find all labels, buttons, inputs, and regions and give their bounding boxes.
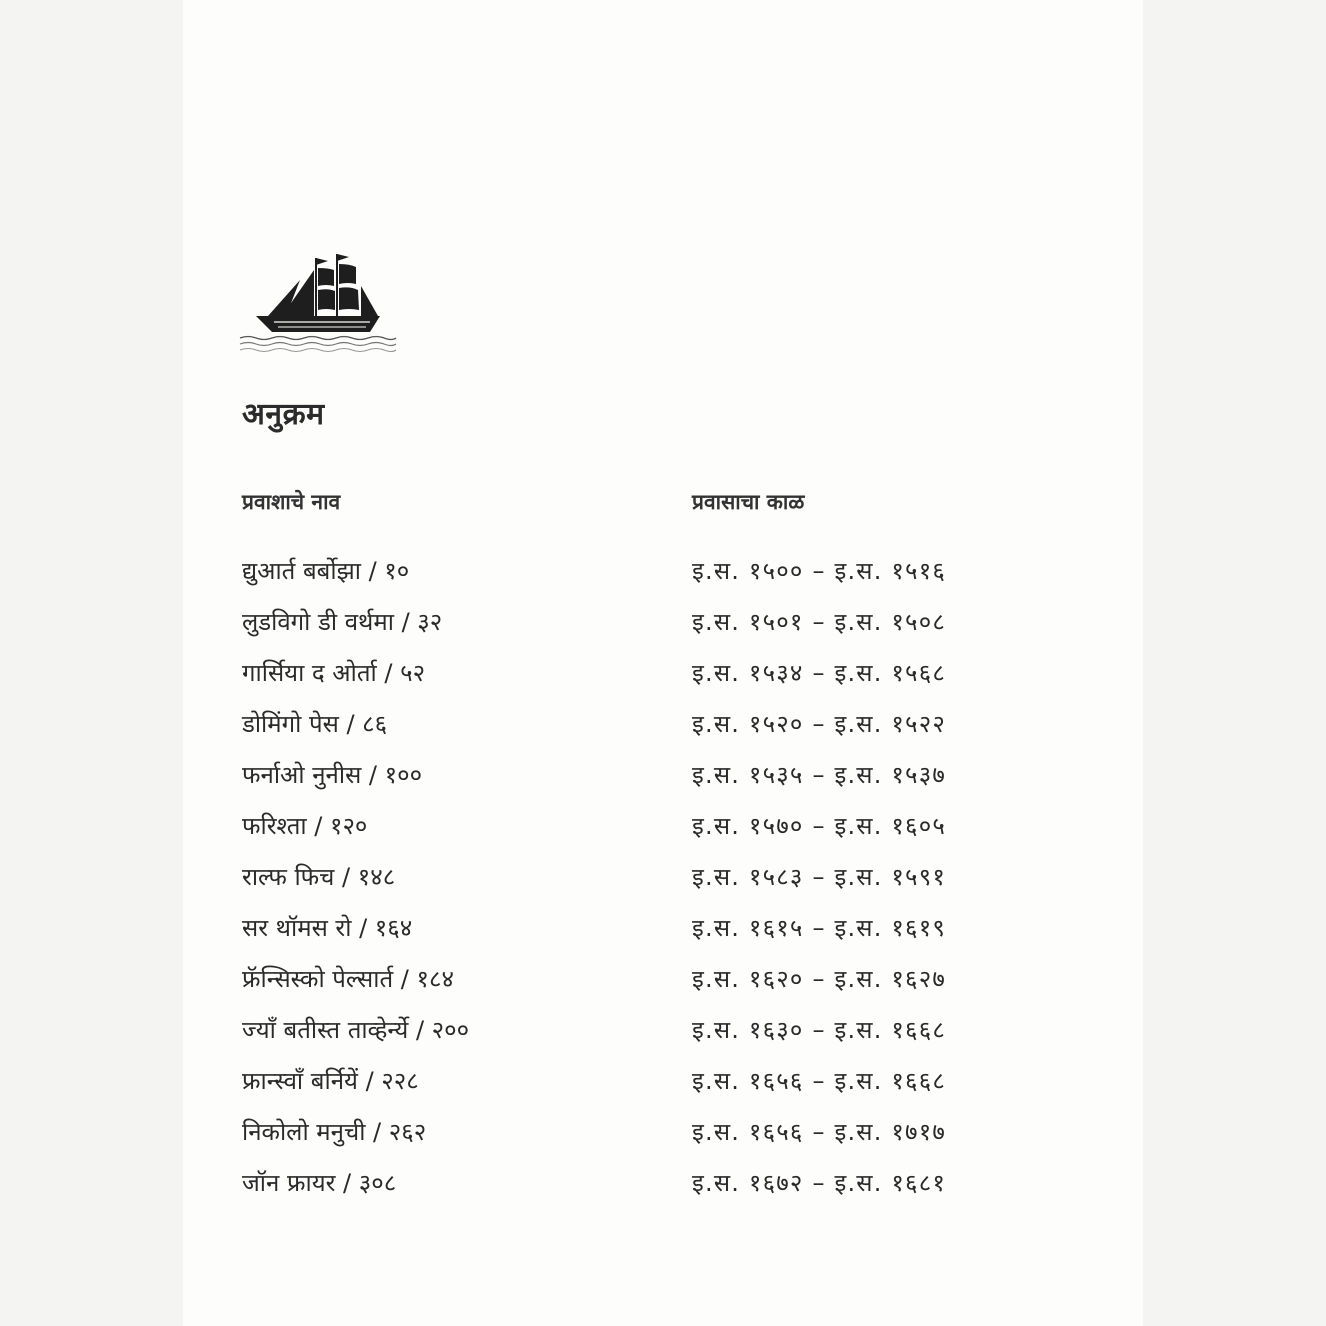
traveller-entry: राल्फ फिच / १४८ <box>242 863 396 891</box>
travel-period: इ.स. १५८३ – इ.स. १५९१ <box>692 863 947 891</box>
list-item <box>0 599 1326 650</box>
list-item <box>0 1160 1326 1211</box>
traveller-entry: डोमिंगो पेस / ८६ <box>242 710 388 738</box>
sailing-ship-icon <box>238 250 398 358</box>
contents-heading: अनुक्रम <box>242 397 325 432</box>
travel-period: इ.स. १६७२ – इ.स. १६८१ <box>692 1169 947 1197</box>
travel-period: इ.स. १५३५ – इ.स. १५३७ <box>692 761 947 789</box>
travel-period: इ.स. १६१५ – इ.स. १६१९ <box>692 914 947 942</box>
traveller-entry: जॉन फ्रायर / ३०८ <box>242 1169 397 1197</box>
travel-period: इ.स. १६५६ – इ.स. १६६८ <box>692 1067 947 1095</box>
list-item <box>0 1007 1326 1058</box>
list-item <box>0 701 1326 752</box>
traveller-entry: फ्रान्स्वाँ बर्नियें / २२८ <box>242 1067 419 1095</box>
traveller-entry: गार्सिया द ओर्ता / ५२ <box>242 659 426 687</box>
traveller-entry: निकोलो मनुची / २६२ <box>242 1118 427 1146</box>
traveller-entry: ज्याँ बतीस्त ताव्हेर्न्ये / २०० <box>242 1016 470 1044</box>
list-item <box>0 548 1326 599</box>
list-item <box>0 956 1326 1007</box>
list-item <box>0 650 1326 701</box>
list-item <box>0 752 1326 803</box>
travel-period: इ.स. १६२० – इ.स. १६२७ <box>692 965 947 993</box>
travel-period: इ.स. १६३० – इ.स. १६६८ <box>692 1016 947 1044</box>
list-item <box>0 1058 1326 1109</box>
list-item <box>0 803 1326 854</box>
period-column-header: प्रवासाचा काळ <box>692 490 805 514</box>
traveller-column-header: प्रवाशाचे नाव <box>242 490 341 514</box>
traveller-entry: लुडविगो डी वर्थमा / ३२ <box>242 608 443 636</box>
list-item <box>0 905 1326 956</box>
traveller-entry: फरिश्ता / १२० <box>242 812 368 840</box>
travel-period: इ.स. १५२० – इ.स. १५२२ <box>692 710 947 738</box>
list-item <box>0 854 1326 905</box>
contents-list <box>0 548 1326 1211</box>
traveller-entry: सर थॉमस रो / १६४ <box>242 914 413 942</box>
traveller-entry: फ्रॅन्सिस्को पेल्सार्त / १८४ <box>242 965 454 993</box>
list-item <box>0 1109 1326 1160</box>
travel-period: इ.स. १५०० – इ.स. १५१६ <box>692 557 947 585</box>
traveller-entry: द्युआर्त बर्बोझा / १० <box>242 557 410 585</box>
travel-period: इ.स. १५३४ – इ.स. १५६८ <box>692 659 947 687</box>
traveller-entry: फर्नाओ नुनीस / १०० <box>242 761 423 789</box>
travel-period: इ.स. १६५६ – इ.स. १७१७ <box>692 1118 947 1146</box>
travel-period: इ.स. १५७० – इ.स. १६०५ <box>692 812 947 840</box>
travel-period: इ.स. १५०१ – इ.स. १५०८ <box>692 608 947 636</box>
